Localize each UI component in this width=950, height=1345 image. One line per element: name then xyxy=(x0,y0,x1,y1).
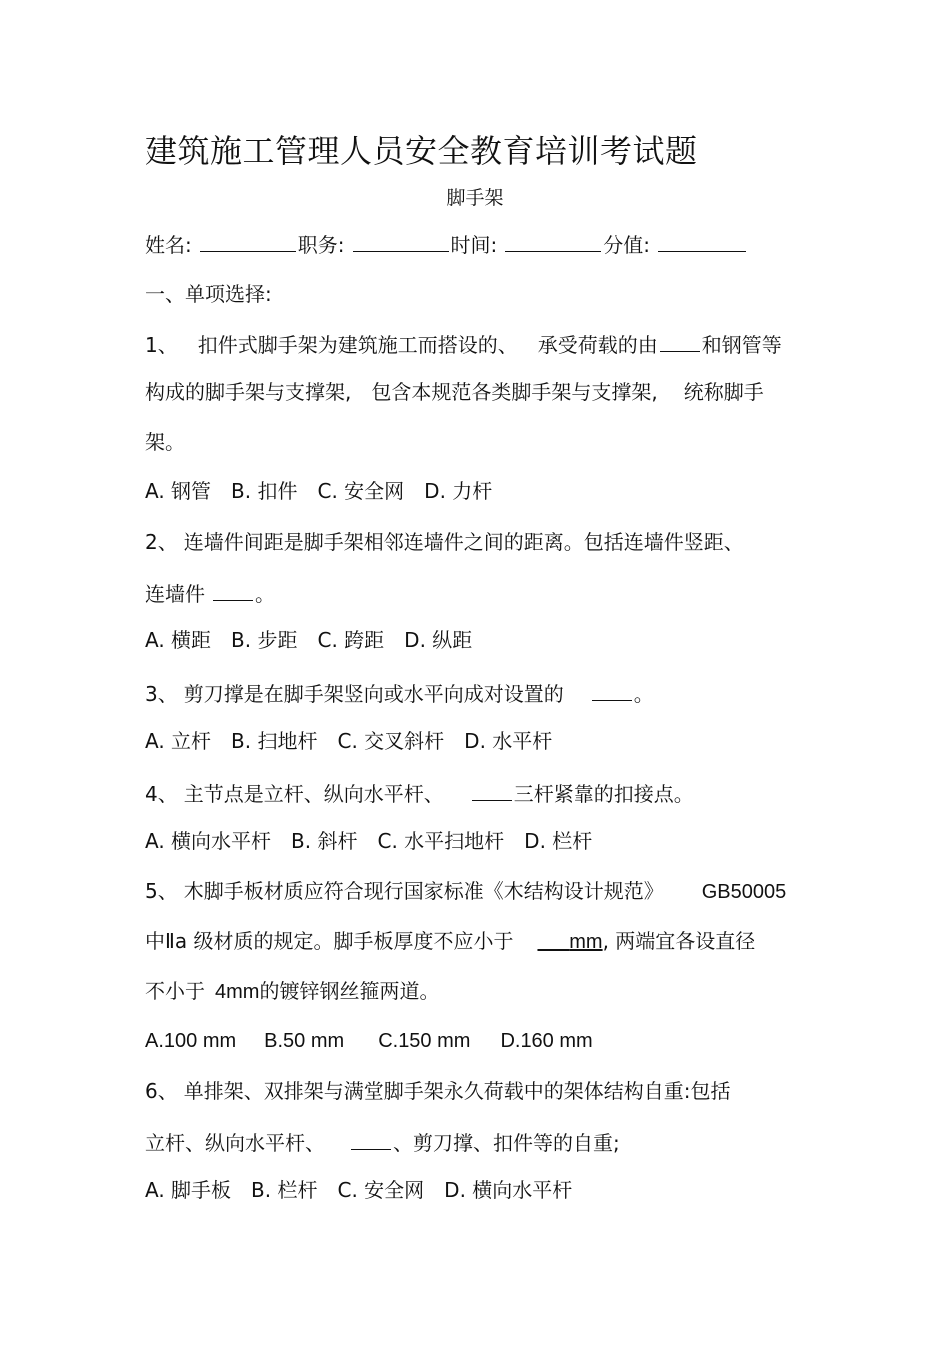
option-d[interactable]: D. 纵距 xyxy=(404,628,473,652)
option-c[interactable]: C. 交叉斜杆 xyxy=(337,729,445,753)
option-c[interactable]: C. 安全网 xyxy=(317,479,405,503)
question-3-line-1: 3、 剪刀撑是在脚手架竖向或水平向成对设置的 。 xyxy=(145,682,654,706)
question-4-options xyxy=(145,831,592,851)
question-1-line-3: 架。 xyxy=(145,430,185,454)
option-b[interactable]: B.50 mm xyxy=(264,1030,345,1052)
question-3-options xyxy=(145,731,552,751)
answer-blank[interactable] xyxy=(472,782,512,801)
question-5-options xyxy=(145,1031,593,1051)
question-1-line-1: 1、 扣件式脚手架为建筑施工而搭设的、 承受荷载的由 和钢管等 xyxy=(145,333,782,357)
question-1-line-2: 构成的脚手架与支撑架, 包含本规范各类脚手架与支撑架, 统称脚手 xyxy=(145,380,764,404)
option-d[interactable]: D.160 mm xyxy=(500,1030,593,1052)
name-blank[interactable] xyxy=(200,233,296,252)
question-4-line-1: 4、 主节点是立杆、纵向水平杆、 三杆紧靠的扣接点。 xyxy=(145,782,694,806)
name-label: 姓名: xyxy=(145,233,192,257)
score-label: 分值: xyxy=(603,233,650,257)
answer-blank[interactable] xyxy=(660,333,700,352)
info-fields-row xyxy=(145,233,746,255)
question-1-options xyxy=(145,481,492,501)
question-2-options xyxy=(145,630,472,650)
option-d[interactable]: D. 栏杆 xyxy=(524,829,593,853)
option-d[interactable]: D. 水平杆 xyxy=(464,729,553,753)
question-6-line-2: 立杆、纵向水平杆、 、剪刀撑、扣件等的自重; xyxy=(145,1131,620,1155)
answer-blank[interactable] xyxy=(592,682,632,701)
question-6-options xyxy=(145,1180,572,1200)
option-b[interactable]: B. 栏杆 xyxy=(251,1178,318,1202)
answer-blank[interactable] xyxy=(537,929,569,953)
section-heading: 一、单项选择: xyxy=(145,282,272,306)
question-number: 3、 xyxy=(145,682,178,706)
question-number: 5、 xyxy=(145,879,178,903)
question-number: 2、 xyxy=(145,530,178,554)
option-a[interactable]: A. 脚手板 xyxy=(145,1178,232,1202)
option-d[interactable]: D. 力杆 xyxy=(424,479,493,503)
page-subtitle: 脚手架 xyxy=(446,187,504,209)
answer-blank[interactable] xyxy=(351,1131,391,1150)
standard-code: GB50005 xyxy=(701,881,787,903)
option-a[interactable]: A. 钢管 xyxy=(145,479,212,503)
option-b[interactable]: B. 扫地杆 xyxy=(231,729,318,753)
position-blank[interactable] xyxy=(353,233,449,252)
option-a[interactable]: A.100 mm xyxy=(145,1030,237,1052)
option-b[interactable]: B. 步距 xyxy=(231,628,298,652)
page-title: 建筑施工管理人员安全教育培训考试题 xyxy=(145,132,698,170)
option-a[interactable]: A. 横向水平杆 xyxy=(145,829,272,853)
question-2-line-2: 连墙件 。 xyxy=(145,582,275,606)
option-c[interactable]: C. 水平扫地杆 xyxy=(377,829,505,853)
option-c[interactable]: C. 安全网 xyxy=(337,1178,425,1202)
option-c[interactable]: C.150 mm xyxy=(378,1030,471,1052)
time-label: 时间: xyxy=(450,233,498,257)
question-6-line-1: 6、 单排架、双排架与满堂脚手架永久荷载中的架体结构自重:包括 xyxy=(145,1079,731,1103)
question-5-line-2: 中Ⅱa 级材质的规定。脚手板厚度不应小于 mm, 两端宜各设直径 xyxy=(145,929,756,953)
option-b[interactable]: B. 斜杆 xyxy=(291,829,358,853)
answer-blank[interactable] xyxy=(213,582,253,601)
question-number: 6、 xyxy=(145,1079,178,1103)
option-a[interactable]: A. 横距 xyxy=(145,628,212,652)
position-label: 职务: xyxy=(297,233,345,257)
option-a[interactable]: A. 立杆 xyxy=(145,729,212,753)
time-blank[interactable] xyxy=(505,233,601,252)
question-number: 1、 xyxy=(145,333,178,357)
question-5-line-1: 5、 木脚手板材质应符合现行国家标准《木结构设计规范》 GB50005 xyxy=(145,879,787,903)
question-5-line-3: 不小于 4mm的镀锌钢丝箍两道。 xyxy=(145,979,440,1003)
option-d[interactable]: D. 横向水平杆 xyxy=(444,1178,573,1202)
option-b[interactable]: B. 扣件 xyxy=(231,479,298,503)
question-number: 4、 xyxy=(145,782,178,806)
option-c[interactable]: C. 跨距 xyxy=(317,628,385,652)
question-2-line-1: 2、 连墙件间距是脚手架相邻连墙件之间的距离。包括连墙件竖距、 xyxy=(145,530,744,554)
score-blank[interactable] xyxy=(658,233,746,252)
